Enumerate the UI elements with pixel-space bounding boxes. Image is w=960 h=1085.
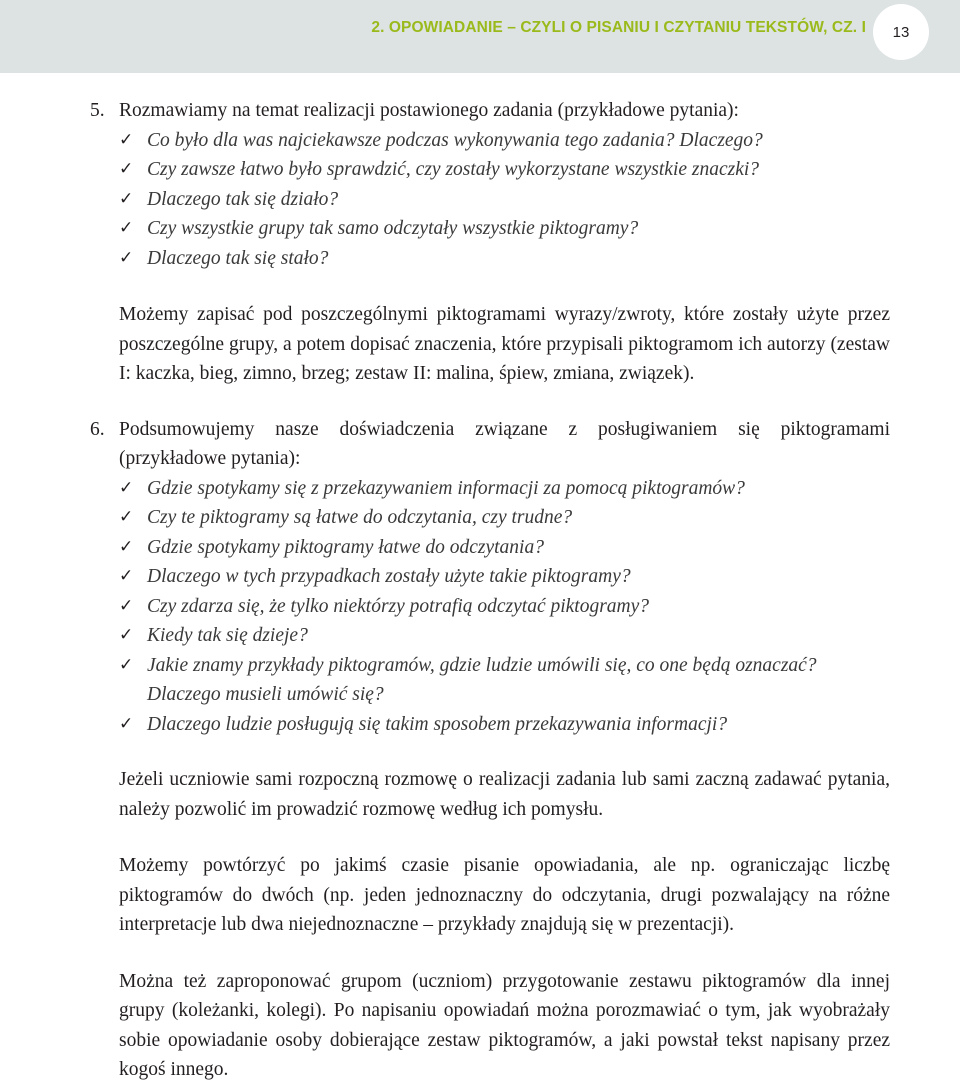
question-item: ✓ Gdzie spotykamy się z przekazywaniem informacji za pomocą piktogramów?	[90, 474, 890, 504]
question-item: ✓ Kiedy tak się dzieje?	[90, 621, 890, 651]
page-header	[0, 0, 960, 73]
checkmark-icon: ✓	[119, 159, 134, 179]
checkmark-icon: ✓	[119, 536, 134, 557]
chapter-title: 2. OPOWIADANIE – CZYLI O PISANIU I CZYTANIU TEKSTÓW, CZ. I	[371, 19, 866, 36]
question-item: ✓ Czy zawsze łatwo było sprawdzić, czy zostały wykorzystane wszystkie znaczki?	[90, 155, 890, 185]
question-item: ✓ Czy te piktogramy są łatwe do odczytania, czy trudne?	[90, 503, 890, 533]
checkmark-icon: ✓	[119, 654, 134, 675]
question-item: ✓ Dlaczego tak się działo?	[90, 185, 890, 215]
body-paragraph: Można też zaproponować grupom (uczniom) przygotowanie zestawu piktogramów dla innej grupy (koleżanki, kolegi). Po napisaniu opowiadań można porozmawiać o tym, jak wyobrażały sobie opowiadanie osoby dobierające zestaw piktogramów, a jaki powstał tekst napisany przez kogoś innego.	[119, 970, 890, 1080]
question-item: ✓ Dlaczego w tych przypadkach zostały użyte takie piktogramy?	[90, 562, 890, 592]
question-item: ✓ Co było dla was najciekawsze podczas wykonywania tego zadania? Dlaczego?	[90, 126, 890, 156]
question-item: ✓ Czy wszystkie grupy tak samo odczytały wszystkie piktogramy?	[90, 214, 890, 244]
body-paragraph: Możemy powtórzyć po jakimś czasie pisanie opowiadania, ale np. ograniczając liczbę piktogramów do dwóch (np. jeden jednoznaczny do odczytania, drugi pozwalający na różne interpretacje lub dwa niejednoznaczne – przykłady znajdują się w prezentacji).	[119, 855, 890, 935]
checkmark-icon: ✓	[119, 507, 134, 527]
body-paragraph: Jeżeli uczniowie sami rozpoczną rozmowę o realizacji zadania lub sami zaczną zadawać pytania, należy pozwolić im prowadzić rozmowę według ich pomysłu.	[119, 769, 890, 820]
checkmark-icon: ✓	[119, 218, 134, 238]
checkmark-icon: ✓	[119, 713, 134, 734]
checkmark-icon: ✓	[119, 566, 134, 586]
checkmark-icon: ✓	[119, 129, 134, 150]
question-item: ✓ Dlaczego ludzie posługują się takim sposobem przekazywania informacji?	[90, 710, 890, 740]
question-item: ✓ Jakie znamy przykłady piktogramów, gdzie ludzie umówili się, co one będą oznaczać? Dlaczego musieli umówić się?	[90, 651, 890, 710]
checkmark-icon: ✓	[119, 625, 134, 645]
question-item: ✓ Dlaczego tak się stało?	[90, 244, 890, 274]
section-6-question-list	[90, 474, 890, 740]
page-content	[90, 96, 890, 1085]
checkmark-icon: ✓	[119, 247, 134, 268]
section-6-intro	[90, 415, 890, 474]
page-number: 13	[873, 4, 929, 60]
section-5-question-list	[90, 126, 890, 274]
question-item: ✓ Czy zdarza się, że tylko niektórzy potrafią odczytać piktogramy?	[90, 592, 890, 622]
checkmark-icon: ✓	[119, 477, 134, 498]
section-5-paragraph: Możemy zapisać pod poszczególnymi piktogramami wyrazy/zwroty, które zostały użyte przez poszczególne grupy, a potem dopisać znaczenia, które przypisali piktogramom ich autorzy (zestaw I: kaczka, bieg, zimno, brzeg; zestaw II: malina, śpiew, zmiana, związek).	[119, 304, 890, 384]
checkmark-icon: ✓	[119, 188, 134, 209]
section-6-intro-text: Podsumowujemy nasze doświadczenia związane z posługiwaniem się piktogramami (przykładowe pytania):	[119, 418, 890, 469]
section-5-number: 5.	[90, 100, 105, 121]
section-5-intro-text: Rozmawiamy na temat realizacji postawionego zadania (przykładowe pytania):	[119, 100, 739, 121]
section-5-intro	[90, 96, 890, 126]
checkmark-icon: ✓	[119, 595, 134, 616]
question-item: ✓ Gdzie spotykamy piktogramy łatwe do odczytania?	[90, 533, 890, 563]
section-6-number: 6.	[90, 418, 105, 440]
